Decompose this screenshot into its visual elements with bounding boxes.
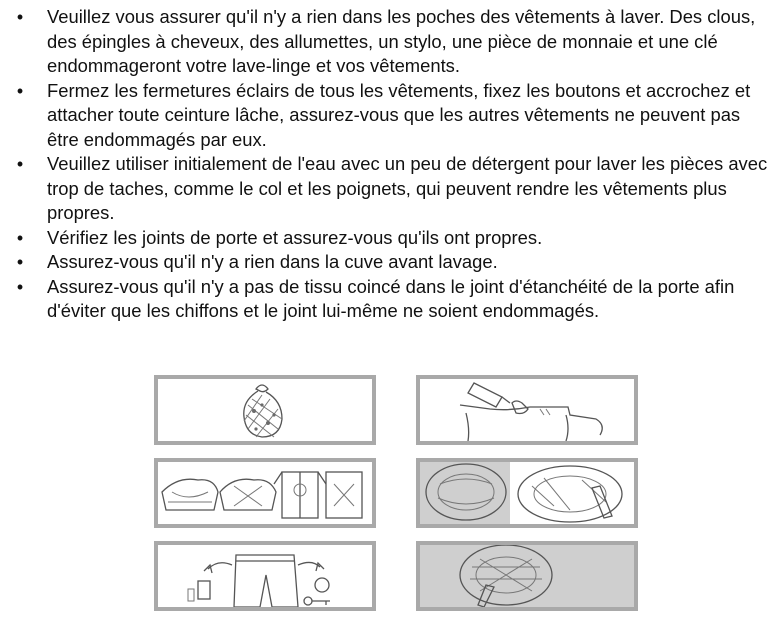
bullet-icon: •: [16, 7, 24, 27]
instruction-text: Veuillez utiliser initialement de l'eau avec un peu de détergent pour laver les pièces avec trop de taches, comme le col et les poignets, qui peuvent rendre les vêtements plus propres.: [47, 153, 768, 223]
list-item: [0, 250, 778, 275]
list-item: [0, 152, 778, 226]
laundry-bag-icon: [158, 379, 372, 441]
door-seal-icon: [420, 462, 634, 524]
list-item: [0, 79, 778, 153]
trousers-icon: [158, 545, 372, 607]
bullet-icon: •: [16, 154, 24, 174]
bullet-icon: •: [16, 80, 24, 101]
bullet-icon: •: [16, 252, 24, 272]
list-item: [0, 275, 778, 324]
garments-fasten-illustration: [154, 458, 376, 528]
illustration-grid: [154, 375, 624, 630]
detergent-collar-illustration: [416, 375, 638, 445]
list-item: [0, 226, 778, 251]
instruction-list: [0, 5, 778, 324]
washer-drum-icon: [420, 545, 634, 607]
detergent-bottle-icon: [420, 379, 634, 441]
instruction-text: Assurez-vous qu'il n'y a pas de tissu coincé dans le joint d'étanchéité de la porte afin d'éviter que les chiffons et le joint lui-même ne soient endommagés.: [47, 275, 735, 321]
instruction-text: Fermez les fermetures éclairs de tous les vêtements, fixez les boutons et accrochez et attacher toute ceinture lâche, assurez-vous que les autres vêtements ne peuvent pas être endommagés par eux.: [47, 79, 751, 150]
drum-check-illustration: [416, 541, 638, 611]
instruction-text: Veuillez vous assurer qu'il n'y a rien dans les poches des vêtements à laver. Des clous, des épingles à cheveux, des allumettes, un stylo, une pièce de monnaie et une clé endommageront votre lave-linge et vos vêtements.: [47, 6, 756, 76]
bullet-icon: •: [16, 227, 24, 248]
bullet-icon: •: [16, 276, 24, 297]
door-seal-illustration: [416, 458, 638, 528]
laundry-bag-illustration: [154, 375, 376, 445]
empty-pockets-illustration: [154, 541, 376, 611]
instruction-text: Assurez-vous qu'il n'y a rien dans la cuve avant lavage.: [47, 251, 498, 272]
garments-icon: [158, 462, 372, 524]
instruction-text: Vérifiez les joints de porte et assurez-vous qu'ils ont propres.: [47, 226, 543, 248]
list-item: [0, 5, 778, 79]
